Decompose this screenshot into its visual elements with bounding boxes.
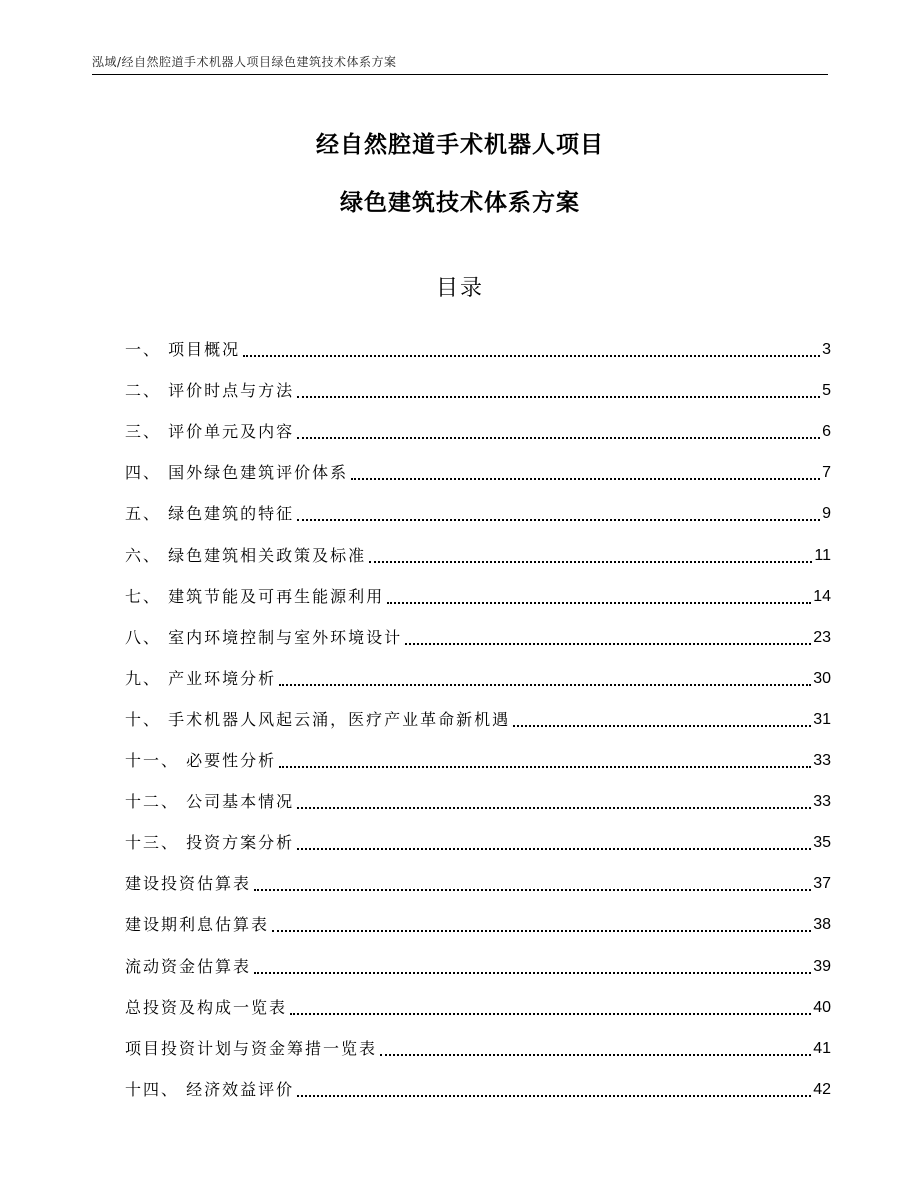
- toc-entry-label: 流动资金估算表: [125, 956, 252, 976]
- toc-entry[interactable]: [125, 570, 831, 611]
- toc-dot-leader: [513, 725, 811, 727]
- toc-entry-page: 37: [813, 875, 831, 893]
- toc-entry[interactable]: [125, 693, 831, 734]
- toc-entry-label: 建设投资估算表: [125, 874, 252, 894]
- toc-dot-leader: [380, 1054, 811, 1056]
- table-of-contents: [125, 323, 831, 1104]
- toc-entry-label: 五、 绿色建筑的特征: [125, 504, 295, 524]
- toc-entry[interactable]: [125, 528, 831, 569]
- toc-dot-leader: [405, 643, 811, 645]
- toc-entry[interactable]: [125, 405, 831, 446]
- toc-entry[interactable]: [125, 1022, 831, 1063]
- toc-entry[interactable]: [125, 981, 831, 1022]
- toc-entry-label: 六、 绿色建筑相关政策及标准: [125, 545, 367, 565]
- toc-dot-leader: [254, 889, 811, 891]
- toc-entry-page: 42: [813, 1080, 831, 1098]
- toc-entry-label: 建设期利息估算表: [125, 915, 270, 935]
- toc-entry-page: 33: [813, 752, 831, 770]
- toc-entry[interactable]: [125, 816, 831, 857]
- toc-entry-page: 5: [822, 382, 831, 400]
- toc-entry[interactable]: [125, 857, 831, 898]
- toc-entry[interactable]: [125, 734, 831, 775]
- toc-entry[interactable]: [125, 898, 831, 939]
- toc-dot-leader: [297, 437, 820, 439]
- document-title-line-2: 绿色建筑技术体系方案: [340, 190, 580, 216]
- toc-dot-leader: [297, 807, 811, 809]
- toc-entry[interactable]: [125, 364, 831, 405]
- toc-entry-page: 14: [813, 587, 831, 605]
- header-divider: [92, 74, 828, 75]
- toc-entry-page: 23: [813, 628, 831, 646]
- toc-dot-leader: [243, 355, 820, 357]
- toc-entry-page: 6: [822, 423, 831, 441]
- toc-dot-leader: [297, 396, 820, 398]
- toc-entry[interactable]: [125, 323, 831, 364]
- toc-entry-label: 十三、 投资方案分析: [125, 833, 295, 853]
- toc-dot-leader: [369, 561, 812, 563]
- toc-entry-label: 七、 建筑节能及可再生能源利用: [125, 586, 385, 606]
- toc-entry[interactable]: [125, 939, 831, 980]
- toc-entry[interactable]: [125, 775, 831, 816]
- toc-dot-leader: [290, 1013, 811, 1015]
- toc-entry[interactable]: [125, 446, 831, 487]
- toc-entry-label: 八、 室内环境控制与室外环境设计: [125, 627, 403, 647]
- toc-entry-label: 十四、 经济效益评价: [125, 1079, 295, 1099]
- toc-entry-label: 十、 手术机器人风起云涌，医疗产业革命新机遇: [125, 709, 511, 729]
- toc-entry-page: 41: [813, 1039, 831, 1057]
- toc-dot-leader: [272, 930, 811, 932]
- toc-entry-page: 9: [822, 505, 831, 523]
- toc-entry[interactable]: [125, 611, 831, 652]
- toc-entry-page: 39: [813, 957, 831, 975]
- toc-entry-label: 九、 产业环境分析: [125, 668, 277, 688]
- document-title-line-1: 经自然腔道手术机器人项目: [316, 132, 604, 158]
- toc-entry-label: 二、 评价时点与方法: [125, 381, 295, 401]
- toc-entry-page: 31: [813, 710, 831, 728]
- toc-entry-page: 33: [813, 793, 831, 811]
- toc-entry-label: 总投资及构成一览表: [125, 997, 288, 1017]
- toc-dot-leader: [387, 602, 811, 604]
- toc-dot-leader: [297, 848, 811, 850]
- toc-entry-page: 11: [814, 546, 831, 564]
- toc-dot-leader: [297, 519, 820, 521]
- toc-entry[interactable]: [125, 487, 831, 528]
- toc-entry[interactable]: [125, 652, 831, 693]
- toc-entry-page: 35: [813, 834, 831, 852]
- toc-dot-leader: [297, 1095, 811, 1097]
- toc-entry-page: 7: [822, 464, 831, 482]
- toc-dot-leader: [279, 684, 811, 686]
- toc-entry-label: 十二、 公司基本情况: [125, 792, 295, 812]
- toc-entry[interactable]: [125, 1063, 831, 1104]
- toc-entry-page: 40: [813, 998, 831, 1016]
- toc-entry-label: 四、 国外绿色建筑评价体系: [125, 463, 349, 483]
- toc-dot-leader: [254, 972, 811, 974]
- toc-dot-leader: [279, 766, 811, 768]
- toc-entry-label: 三、 评价单元及内容: [125, 422, 295, 442]
- toc-entry-label: 项目投资计划与资金筹措一览表: [125, 1038, 378, 1058]
- toc-entry-page: 3: [822, 341, 831, 359]
- toc-entry-label: 十一、 必要性分析: [125, 751, 277, 771]
- toc-entry-page: 30: [813, 669, 831, 687]
- toc-entry-label: 一、 项目概况: [125, 340, 241, 360]
- toc-heading: 目录: [435, 276, 484, 301]
- toc-entry-page: 38: [813, 916, 831, 934]
- toc-dot-leader: [351, 478, 820, 480]
- running-header: 泓域/经自然腔道手术机器人项目绿色建筑技术体系方案: [92, 55, 397, 69]
